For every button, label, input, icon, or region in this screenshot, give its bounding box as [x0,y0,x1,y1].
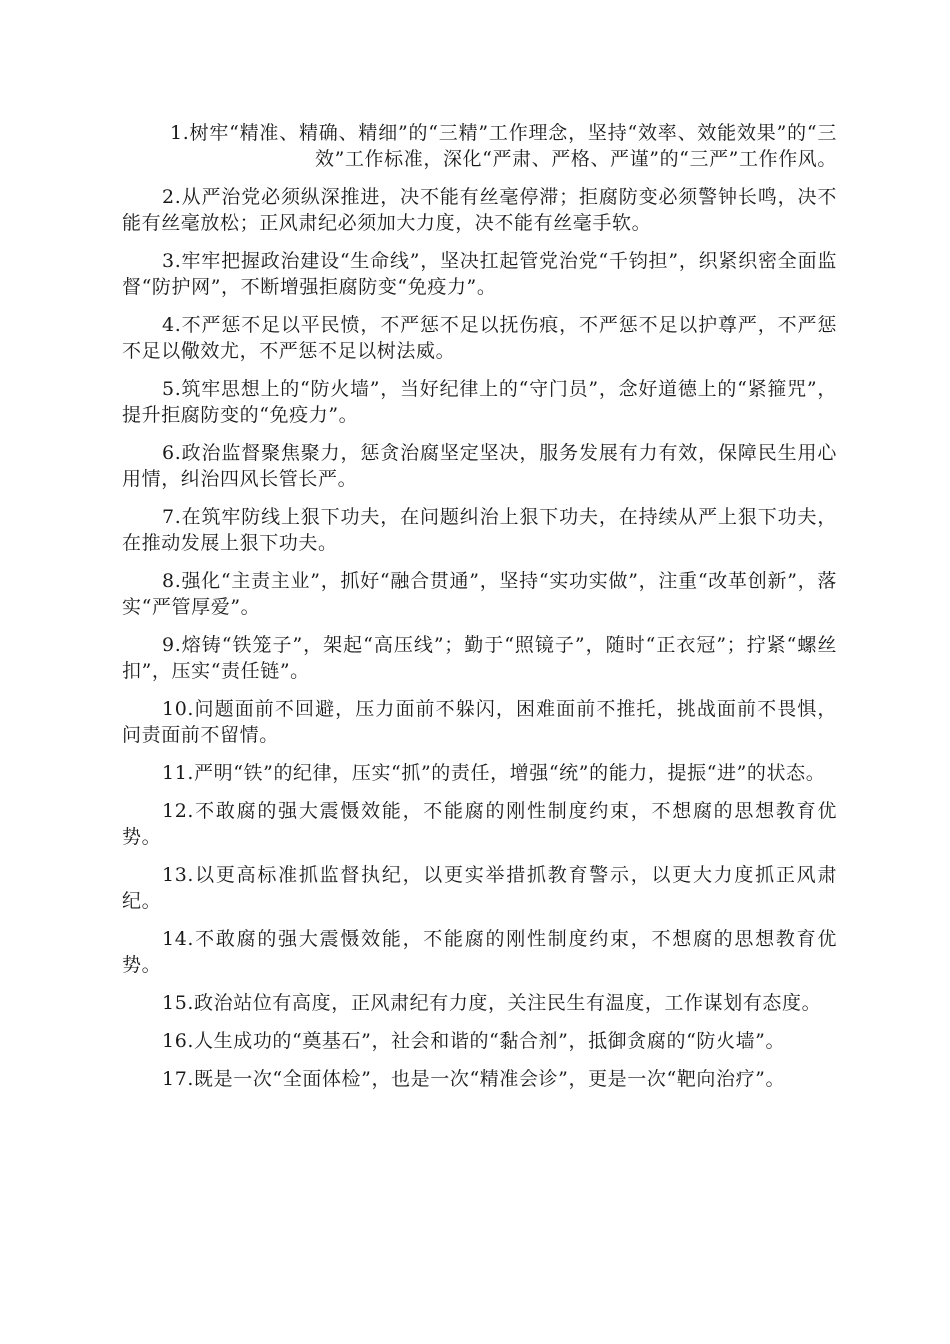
paragraph-6: 6.政治监督聚焦聚力，惩贪治腐坚定坚决，服务发展有力有效，保障民生用心用情，纠治四风长管长严。 [122,442,837,490]
paragraph-8: 8.强化“主责主业”，抓好“融合贯通”，坚持“实功实做”，注重“改革创新”，落实“严管厚爱”。 [122,570,837,618]
paragraph-16: 16.人生成功的“奠基石”，社会和谐的“黏合剂”，抵御贪腐的“防火墙”。 [162,1030,786,1052]
paragraph-11: 11.严明“铁”的纪律，压实“抓”的责任，增强“统”的能力，提振“进”的状态。 [162,762,826,784]
paragraph-5: 5.筑牢思想上的“防火墙”，当好纪律上的“守门员”，念好道德上的“紧箍咒”，提升拒腐防变的“免疫力”。 [122,378,837,426]
paragraph-9: 9.熔铸“铁笼子”，架起“高压线”；勤于“照镜子”，随时“正衣冠”；拧紧“螺丝扣”，压实“责任链”。 [122,634,837,682]
paragraph-7: 7.在筑牢防线上狠下功夫，在问题纠治上狠下功夫，在持续从严上狠下功夫，在推动发展上狠下功夫。 [122,506,837,554]
paragraph-12: 12.不敢腐的强大震慑效能，不能腐的刚性制度约束，不想腐的思想教育优势。 [122,800,837,848]
paragraph-13: 13.以更高标准抓监督执纪，以更实举措抓教育警示，以更大力度抓正风肃纪。 [122,864,837,912]
paragraph-17: 17.既是一次“全面体检”，也是一次“精准会诊”，更是一次“靶向治疗”。 [162,1068,786,1090]
document-body [122,120,837,1104]
paragraph-15: 15.政治站位有高度，正风肃纪有力度，关注民生有温度，工作谋划有态度。 [162,992,822,1014]
paragraph-1: 1.树牢“精准、精确、精细”的“三精”工作理念，坚持“效率、效能效果”的“三效”工作标准，深化“严肃、严格、严谨”的“三严”工作作风。 [170,122,837,170]
paragraph-10: 10.问题面前不回避，压力面前不躲闪，困难面前不推托，挑战面前不畏惧，问责面前不留情。 [122,698,837,746]
paragraph-3: 3.牢牢把握政治建设“生命线”，坚决扛起管党治党“千钧担”，织紧织密全面监督“防护网”，不断增强拒腐防变“免疫力”。 [122,250,837,298]
paragraph-2: 2.从严治党必须纵深推进，决不能有丝毫停滞；拒腐防变必须警钟长鸣，决不能有丝毫放松；正风肃纪必须加大力度，决不能有丝毫手软。 [122,186,837,234]
paragraph-4: 4.不严惩不足以平民愤，不严惩不足以抚伤痕，不严惩不足以护尊严，不严惩不足以儆效尤，不严惩不足以树法威。 [122,314,837,362]
paragraph-14: 14.不敢腐的强大震慑效能，不能腐的刚性制度约束，不想腐的思想教育优势。 [122,928,837,976]
